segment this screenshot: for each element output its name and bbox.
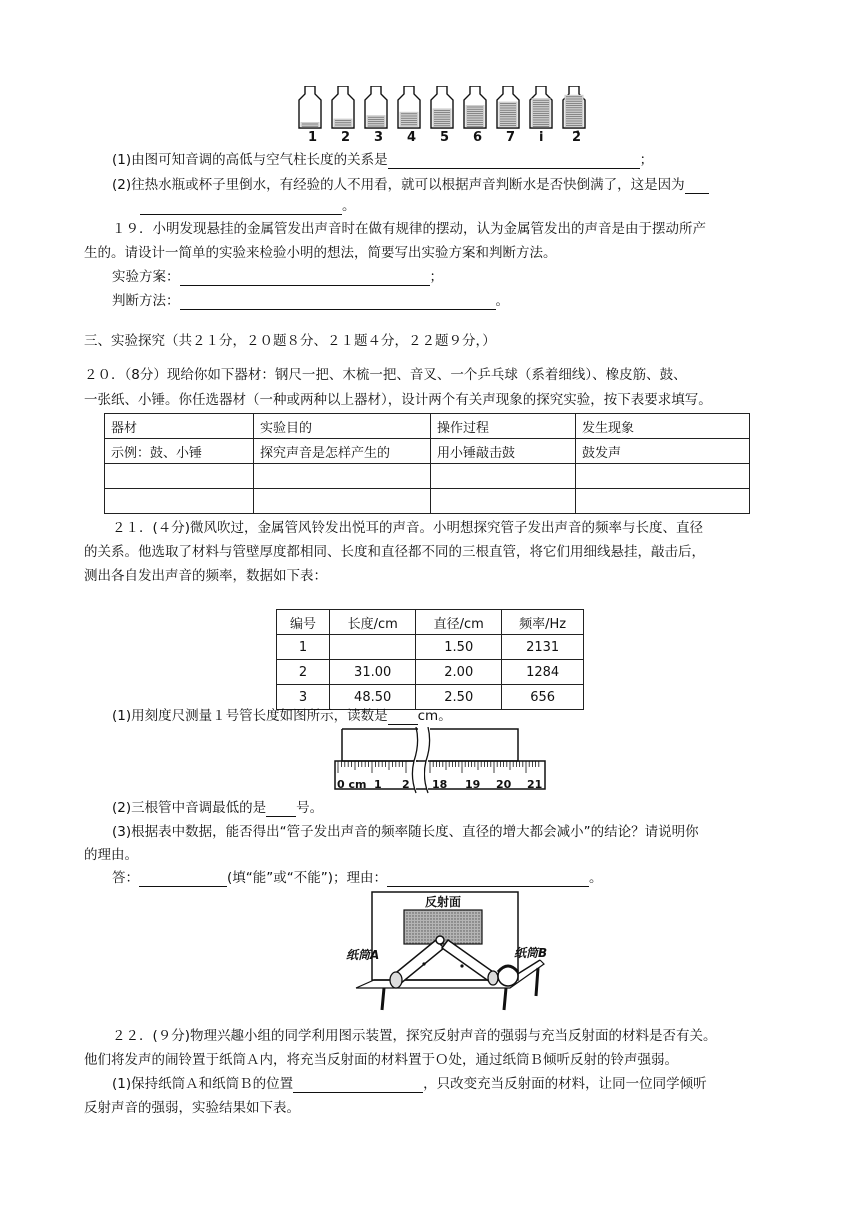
table-cell: 656 (502, 685, 584, 710)
q18-part1: (1)由图可知音调的高低与空气柱长度的关系是 ； (112, 152, 654, 168)
table-header: 直径/cm (416, 610, 502, 635)
bottle-label: 2 (341, 130, 351, 145)
label-tube-b: 纸筒B (514, 946, 548, 960)
bottle-label: 1 (308, 130, 318, 145)
table-row (105, 414, 750, 439)
q21-answer: 答： (填“能”或“不能”)；理由： 。 (112, 870, 603, 886)
q22-part1-line2: 反射声音的强弱，实验结果如下表。 (84, 1100, 300, 1116)
table-cell: 鼓发声 (576, 439, 750, 464)
bottle (332, 86, 354, 128)
q21-part2: (2)三根管中音调最低的是 号。 (112, 800, 324, 816)
table-cell: 示例：鼓、小锤 (105, 439, 254, 464)
table-row (105, 489, 750, 514)
table-cell: 探究声音是怎样产生的 (254, 439, 431, 464)
bottle (464, 86, 486, 128)
answer-blank[interactable] (685, 179, 709, 194)
bottle (530, 86, 552, 128)
table-cell: 2.50 (416, 685, 502, 710)
q18-part2-cont: 。 (140, 197, 356, 215)
ruler-label-20: 20 (496, 778, 512, 791)
table-cell: 1.50 (416, 635, 502, 660)
q20-line2: 一张纸、小锤。你任选器材（一种或两种以上器材），设计两个有关声现象的探究实验，按下表要求填写。 (84, 392, 712, 408)
table-cell: 用小锤敲击鼓 (431, 439, 576, 464)
bottle (497, 86, 519, 128)
label-reflecting-surface: 反射面 (425, 895, 462, 909)
table-header: 操作过程 (431, 414, 576, 439)
bottle-label: 6 (473, 130, 483, 145)
bottle-label: 2̇ (572, 130, 582, 145)
answer-blank[interactable] (387, 872, 589, 887)
bottle-label: 3 (374, 130, 384, 145)
table-header: 编号 (277, 610, 330, 635)
answer-blank[interactable] (140, 200, 342, 215)
q21-table (276, 609, 584, 710)
ruler-label-2: 2 (402, 778, 410, 791)
table-cell[interactable] (330, 635, 416, 660)
table-row (277, 660, 584, 685)
table-cell-empty[interactable] (254, 464, 431, 489)
table-row (105, 464, 750, 489)
table-cell-empty[interactable] (105, 489, 254, 514)
table-cell: 1284 (502, 660, 584, 685)
ruler-label-0: 0 cm (337, 778, 367, 791)
ruler-label-1: 1 (374, 778, 382, 791)
q19-line2: 生的。请设计一简单的实验来检验小明的想法，简要写出实验方案和判断方法。 (84, 245, 557, 261)
bottle (365, 86, 387, 128)
q21-part3-line2: 的理由。 (84, 847, 138, 863)
bottle (398, 86, 420, 128)
table-cell: 48.50 (330, 685, 416, 710)
q21-line3: 测出各自发出声音的频率，数据如下表： (84, 568, 327, 584)
table-row (277, 685, 584, 710)
answer-blank[interactable] (293, 1078, 423, 1093)
table-row (277, 635, 584, 660)
table-cell: 2131 (502, 635, 584, 660)
q20-line1: ２０．（8分）现给你如下器材：钢尺一把、木梳一把、音叉、一个乒乓球（系着细线）、橡皮筋、鼓、 (84, 367, 687, 383)
bottle (431, 86, 453, 128)
answer-blank[interactable] (266, 802, 296, 817)
table-cell-empty[interactable] (431, 464, 576, 489)
q18-part2: (2)往热水瓶或杯子里倒水，有经验的人不用看，就可以根据声音判断水是否快倒满了，这是因为 (112, 176, 709, 194)
table-cell-empty[interactable] (576, 489, 750, 514)
answer-blank[interactable] (180, 295, 496, 310)
table-header: 器材 (105, 414, 254, 439)
bottle-label: 4 (407, 130, 417, 145)
q22-line2: 他们将发声的闹铃置于纸筒Ａ内，将充当反射面的材料置于Ｏ处，通过纸筒Ｂ倾听反射的铃声强弱。 (84, 1052, 678, 1068)
label-tube-a: 纸筒A (346, 948, 380, 962)
q22-line1: ２２．(９分)物理兴趣小组的同学利用图示装置，探究反射声音的强弱与充当反射面的材料是否有关。 (112, 1028, 717, 1044)
table-cell: 2.00 (416, 660, 502, 685)
q21-line1: ２１．(４分)微风吹过，金属管风铃发出悦耳的声音。小明想探究管子发出声音的频率与长度、直径 (112, 520, 704, 536)
answer-blank[interactable] (388, 154, 640, 169)
bottle-label: 5 (440, 130, 450, 145)
bottle (563, 86, 585, 128)
ruler-label-21: 21 (527, 778, 543, 791)
table-header: 实验目的 (254, 414, 431, 439)
q19-plan: 实验方案： ； (112, 269, 443, 285)
table-cell: 1 (277, 635, 330, 660)
q21-part3-line1: (3)根据表中数据，能否得出“管子发出声音的频率随长度、直径的增大都会减小”的结论？请说明你 (112, 824, 699, 840)
q22-part1: (1)保持纸筒Ａ和纸筒Ｂ的位置 ，只改变充当反射面的材料，让同一位同学倾听 (112, 1076, 707, 1092)
q19-line1: １９．小明发现悬挂的金属管发出声音时在做有规律的摆动，认为金属管发出的声音是由于摆动所产 (112, 221, 706, 237)
q21-line2: 的关系。他选取了材料与管壁厚度都相同、长度和直径都不同的三根直管，将它们用细线悬挂，敲击后， (84, 544, 705, 560)
answer-blank[interactable] (388, 710, 418, 725)
table-cell: 2 (277, 660, 330, 685)
table-header: 频率/Hz (502, 610, 584, 635)
table-cell-empty[interactable] (254, 489, 431, 514)
bottles-figure (295, 86, 595, 134)
ruler-label-18: 18 (432, 778, 448, 791)
bottle-label: i (539, 130, 544, 145)
section-heading: 三、实验探究（共２１分，２０题８分、２１题４分，２２题９分，） (84, 333, 496, 349)
table-header: 发生现象 (576, 414, 750, 439)
table-row (105, 439, 750, 464)
answer-blank[interactable] (180, 271, 430, 286)
bottle-label: 7 (506, 130, 516, 145)
q21-part1: (1)用刻度尺测量１号管长度如图所示，读数是 cm。 (112, 708, 452, 724)
table-cell: 31.00 (330, 660, 416, 685)
table-cell-empty[interactable] (105, 464, 254, 489)
q19-judge: 判断方法： 。 (112, 293, 509, 309)
table-row (277, 610, 584, 635)
table-cell-empty[interactable] (576, 464, 750, 489)
table-header: 长度/cm (330, 610, 416, 635)
table-cell: 3 (277, 685, 330, 710)
q20-table (104, 413, 750, 514)
bottle (299, 86, 321, 128)
ruler-label-19: 19 (465, 778, 481, 791)
answer-blank[interactable] (139, 872, 227, 887)
table-cell-empty[interactable] (431, 489, 576, 514)
